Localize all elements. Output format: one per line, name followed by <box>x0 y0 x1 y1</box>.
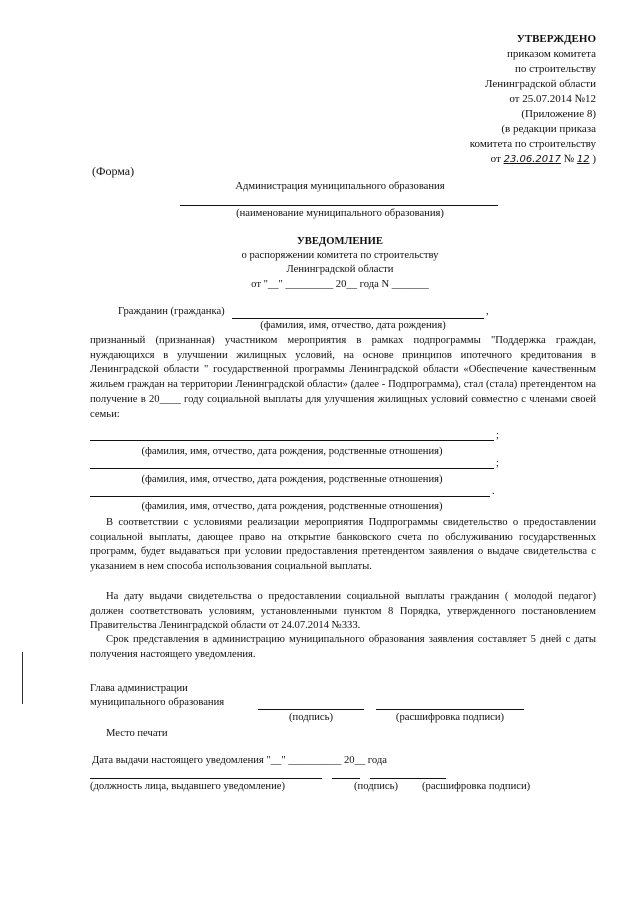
notice-subtitle-1: о распоряжении комитета по строительству <box>241 250 439 261</box>
issuer-caption: (должность лица, выдавшего уведомление) <box>90 781 285 792</box>
family-end-1: ; <box>496 430 499 441</box>
family-field-line-1 <box>90 440 494 441</box>
body-paragraph: признанный (признанная) участником мероприятия в рамках подпрограммы "Поддержка граждан, нуждающихся в улучшении жилищных условий, на основе принципов ипотечного кредитования в Ленинградской области " государственной программы Ленинградской области «Обеспечение качественным жильем граждан на территории Ленинградской области» (далее - Подпрограмма), стал (стала) претендентом на получение в 20____ году социальной выплаты для улучшения жилищных условий совместно с членами своей семьи: <box>90 335 596 420</box>
municipality-field-line <box>180 205 498 206</box>
issue-date-line: Дата выдачи настоящего уведомления "__" __________ 20__ года <box>92 755 387 766</box>
family-field-line-3 <box>90 496 490 497</box>
family-field-line-2 <box>90 468 494 469</box>
issuer-sign-caption: (подпись) <box>354 781 398 792</box>
citizen-end: , <box>486 306 489 317</box>
paragraph-4: Срок представления в администрацию муниципального образования заявления составляет 5 дней с даты получения настоящего уведомления. <box>90 634 596 660</box>
head-decode-caption: (расшифровка подписи) <box>395 712 505 723</box>
amend-close: ) <box>592 153 596 165</box>
approval-line: от 25.07.2014 №12 <box>509 93 596 105</box>
citizen-caption: (фамилия, имя, отчество, дата рождения) <box>260 320 446 331</box>
citizen-field-line <box>232 318 484 319</box>
municipality-caption: (наименование муниципального образования) <box>236 208 444 219</box>
head-sign-caption: (подпись) <box>289 712 333 723</box>
head-decode-line <box>376 709 524 710</box>
family-end-2: ; <box>496 458 499 469</box>
approval-line: приказом комитета <box>506 48 596 60</box>
approval-line: (в редакции приказа <box>501 123 596 135</box>
issuer-position-line <box>90 778 322 779</box>
family-end-3: . <box>492 486 495 497</box>
issuer-decode-line <box>370 778 446 779</box>
administration-title: Администрация муниципального образования <box>235 181 445 192</box>
head-title-line-2: муниципального образования <box>90 697 225 708</box>
amend-no-sign: № <box>563 153 575 165</box>
approval-line: Ленинградской области <box>485 78 596 90</box>
issuer-decode-caption: (расшифровка подписи) <box>422 781 531 792</box>
notice-date-line: от "__" _________ 20__ года N _______ <box>251 279 429 290</box>
approval-line: по строительству <box>514 63 596 75</box>
notice-subtitle-2: Ленинградской области <box>286 264 394 275</box>
approval-line: (Приложение 8) <box>521 108 596 120</box>
approval-block <box>470 32 596 167</box>
family-caption-2: (фамилия, имя, отчество, дата рождения, родственные отношения) <box>141 474 443 485</box>
family-caption-3: (фамилия, имя, отчество, дата рождения, родственные отношения) <box>141 501 443 512</box>
approval-title: УТВЕРЖДЕНО <box>516 33 596 45</box>
amendment-line <box>470 152 596 167</box>
amend-date: 23.06.2017 <box>503 154 561 165</box>
margin-mark <box>22 652 23 704</box>
form-label: (Форма) <box>92 164 135 178</box>
notice-title: УВЕДОМЛЕНИЕ <box>297 236 383 247</box>
head-sign-line <box>258 709 364 710</box>
paragraph-3: На дату выдачи свидетельства о предоставлении социальной выплаты гражданин ( молодой педагог) должен соответствовать условиям, установленными пунктом 8 Порядка, утвержденного постановлением Правительства Ленинградской области от 24.07.2014 №333. <box>90 591 596 632</box>
family-caption-1: (фамилия, имя, отчество, дата рождения, родственные отношения) <box>141 446 443 457</box>
citizen-label: Гражданин (гражданка) <box>118 306 225 317</box>
paragraph-2: В соответствии с условиями реализации мероприятия Подпрограммы свидетельство о предоставлении социальной выплаты, дающее право на открытие банковского счета по обслуживанию государственных программ, будет выдаваться при условии предоставления претендентом заявления о выдаче свидетельства с указанием в нем способа использования социальной выплаты. <box>90 517 596 573</box>
head-title-line-1: Глава администрации <box>90 683 188 694</box>
approval-line: комитета по строительству <box>469 138 596 150</box>
amend-prefix: от <box>490 153 501 165</box>
issuer-sign-line <box>332 778 360 779</box>
seal-place: Место печати <box>106 728 168 739</box>
amend-number: 12 <box>576 154 590 165</box>
